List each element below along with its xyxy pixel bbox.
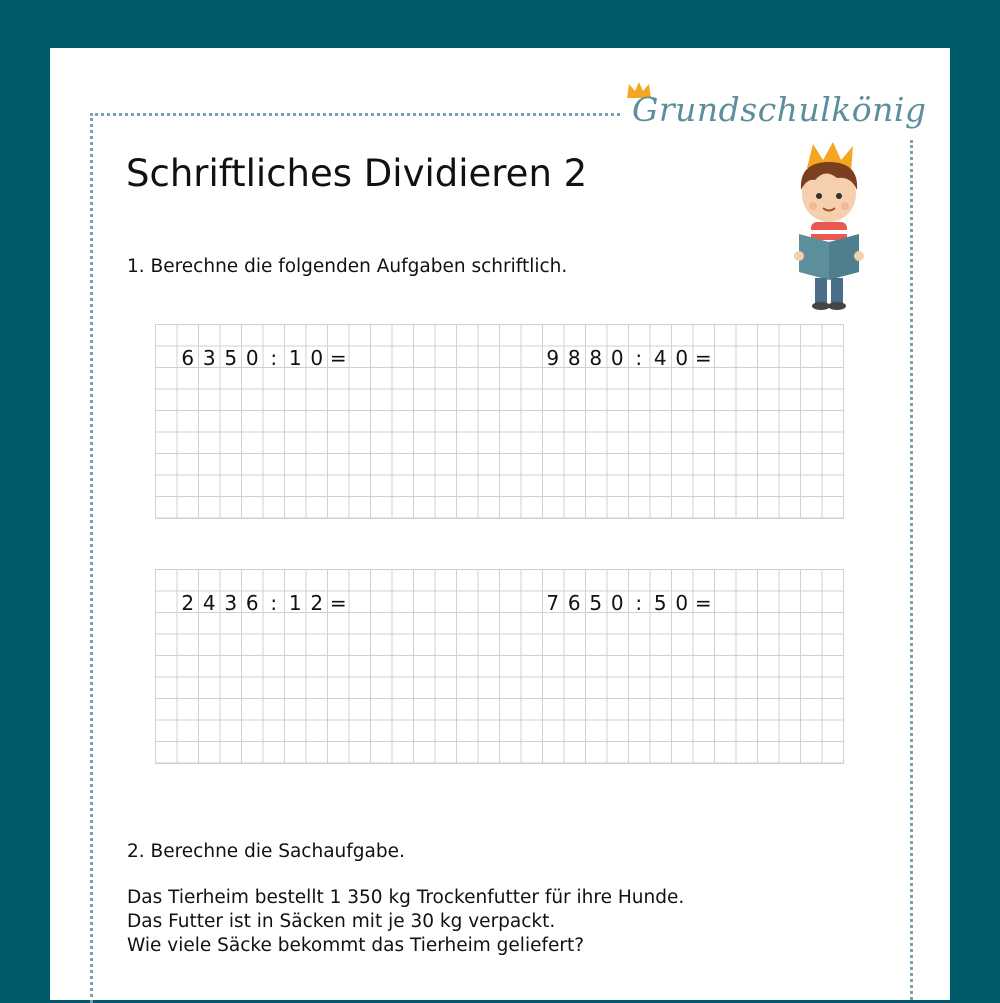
- exercise-char: 5: [653, 591, 667, 615]
- exercise-char: 9: [546, 346, 560, 370]
- exercise-char: =: [694, 591, 712, 615]
- brand-logo: Grundschulkönig: [632, 90, 927, 129]
- exercise-char: 3: [202, 346, 216, 370]
- exercise-char: 6: [245, 591, 259, 615]
- exercise-char: 4: [202, 591, 216, 615]
- exercise-char: :: [635, 591, 643, 615]
- boy-reading-illustration: [785, 138, 875, 313]
- page-title: Schriftliches Dividieren 2: [126, 152, 588, 195]
- exercise-char: 0: [675, 591, 689, 615]
- exercise-3: [177, 592, 349, 614]
- task2-instruction: 2. Berechne die Sachaufgabe.: [127, 841, 405, 862]
- dotted-border-right: [910, 140, 913, 1000]
- word-problem-line: Das Tierheim bestellt 1 350 kg Trockenfutter für ihre Hunde.: [127, 887, 685, 908]
- exercise-char: 6: [181, 346, 195, 370]
- exercise-2: [542, 347, 714, 369]
- task1-instruction: 1. Berechne die folgenden Aufgaben schriftlich.: [127, 256, 568, 277]
- exercise-char: 2: [310, 591, 324, 615]
- exercise-char: 0: [610, 591, 624, 615]
- exercise-char: :: [270, 591, 278, 615]
- exercise-char: 5: [224, 346, 238, 370]
- exercise-char: 1: [288, 346, 302, 370]
- exercise-char: 5: [589, 591, 603, 615]
- exercise-char: 6: [567, 591, 581, 615]
- dotted-border-top: [90, 113, 620, 116]
- word-problem-line: Das Futter ist in Säcken mit je 30 kg verpackt.: [127, 911, 556, 932]
- exercise-char: 1: [288, 591, 302, 615]
- exercise-char: 0: [310, 346, 324, 370]
- exercise-char: 8: [589, 346, 603, 370]
- dotted-border-left: [90, 113, 93, 1003]
- word-problem-line: Wie viele Säcke bekommt das Tierheim geliefert?: [127, 935, 585, 956]
- exercise-4: [542, 592, 714, 614]
- exercise-1: [177, 347, 349, 369]
- exercise-char: 0: [245, 346, 259, 370]
- exercise-char: =: [329, 346, 347, 370]
- exercise-char: 0: [610, 346, 624, 370]
- exercise-char: 4: [653, 346, 667, 370]
- exercise-char: 2: [181, 591, 195, 615]
- exercise-char: 3: [224, 591, 238, 615]
- exercise-char: 8: [567, 346, 581, 370]
- exercise-char: 0: [675, 346, 689, 370]
- exercise-char: =: [329, 591, 347, 615]
- worksheet: [50, 48, 950, 1000]
- exercise-char: :: [635, 346, 643, 370]
- exercise-char: =: [694, 346, 712, 370]
- exercise-char: 7: [546, 591, 560, 615]
- exercise-char: :: [270, 346, 278, 370]
- word-problem: [127, 886, 684, 958]
